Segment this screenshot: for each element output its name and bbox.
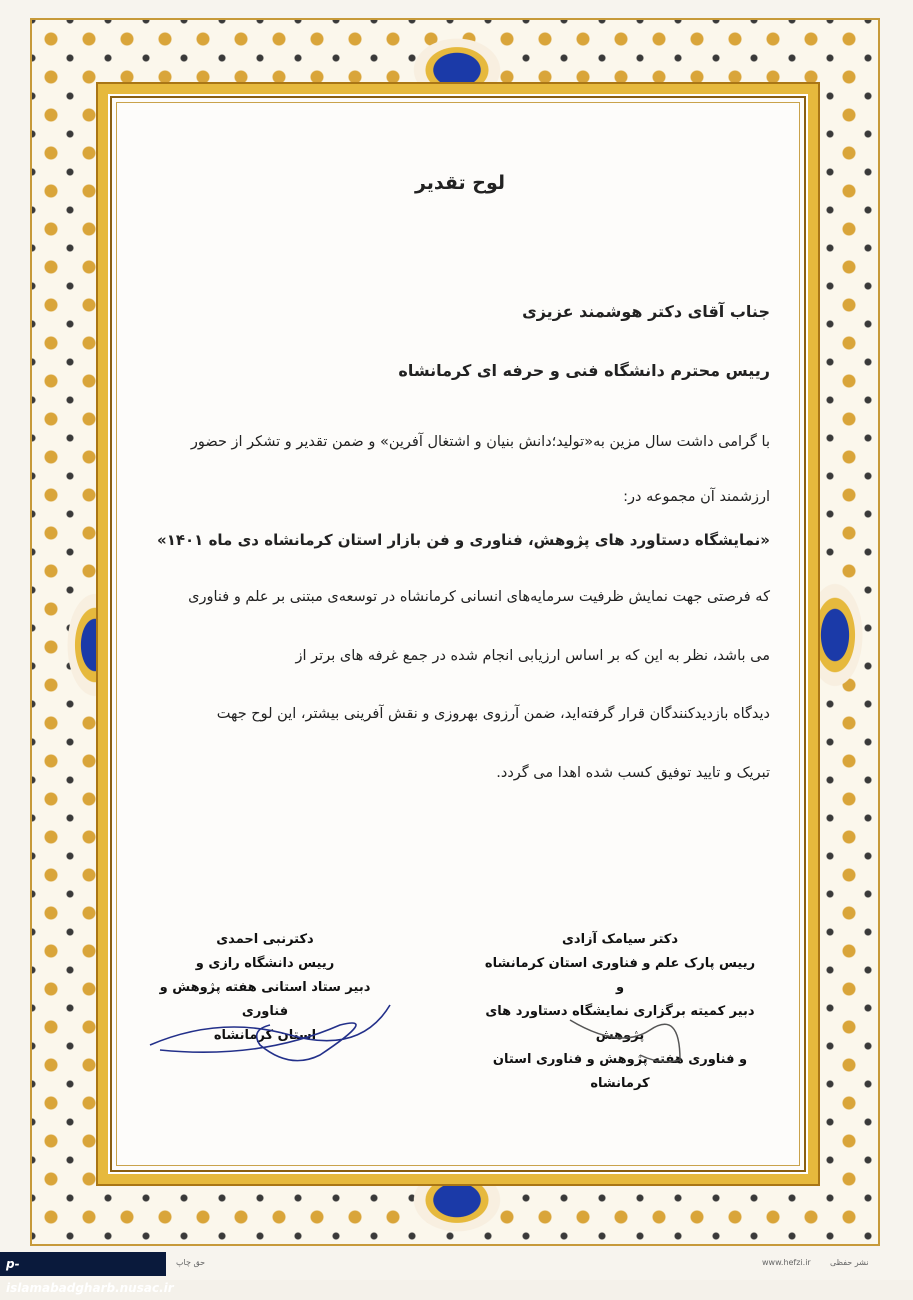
signer-title-line: دبیر کمیته برگزاری نمایشگاه دستاورد های پژوهش	[485, 1004, 755, 1043]
footer-publisher: نشر حفظی	[830, 1258, 869, 1267]
paragraph-2-line-3: دیدگاه بازدیدکنندگان قرار گرفته‌اید، ضمن آرزوی بهروزی و نقش آفرینی بیشتر، این لوح جهت	[216, 706, 770, 722]
footer-rights: حق چاپ	[176, 1258, 206, 1267]
paragraph-1-line-2: ارزشمند آن مجموعه در:	[623, 488, 770, 505]
paragraph-2-line-2: می باشد، نظر به این که بر اساس ارزیابی انجام شده در جمع غرفه های برتر از	[295, 647, 770, 664]
signer-name: دکتر سیامک آزادی	[562, 932, 678, 947]
watermark-url: p-islamabadgharb.nusac.ir	[0, 1252, 166, 1276]
recipient-name: جناب آقای دکتر هوشمند عزیزی	[522, 302, 770, 321]
signer-title-line: دبیر ستاد استانی هفته پژوهش و فناوری	[159, 980, 371, 1019]
paragraph-2-line-4: تبریک و تایید توفیق کسب شده اهدا می گردد.	[496, 764, 770, 781]
paragraph-1-line-1: با گرامی داشت سال مزین به«تولید؛دانش بنیان و اشتغال آفرین» و ضمن تقدیر و تشکر از حضور	[190, 434, 770, 450]
handwritten-signature-right	[560, 1010, 720, 1070]
exhibition-title: «نمایشگاه دستاورد های پژوهش، فناوری و فن بازار استان کرمانشاه دی ماه ۱۴۰۱»	[157, 531, 770, 549]
signer-name: دکترنبی احمدی	[216, 932, 314, 947]
certificate-body	[150, 150, 770, 809]
signer-title-line: رییس پارک علم و فناوری استان کرمانشاه و	[484, 956, 756, 995]
certificate-title: لوح تقدیر	[414, 172, 506, 194]
handwritten-signature-left	[140, 995, 400, 1075]
signer-title-line: استان کرمانشاه	[213, 1028, 317, 1043]
signer-title-line: رییس دانشگاه رازی و	[195, 956, 335, 971]
footer-site: www.hefzi.ir	[762, 1258, 811, 1267]
recipient-role: رییس محترم دانشگاه فنی و حرفه ای کرمانشاه	[398, 361, 770, 380]
paragraph-2-line-1: که فرصتی جهت نمایش ظرفیت سرمایه‌های انسانی کرمانشاه در توسعه‌ی مبتنی بر علم و فناوری	[188, 589, 770, 605]
signer-title-line: و فناوری هفته پژوهش و فناوری استان کرمانشاه	[492, 1052, 748, 1091]
